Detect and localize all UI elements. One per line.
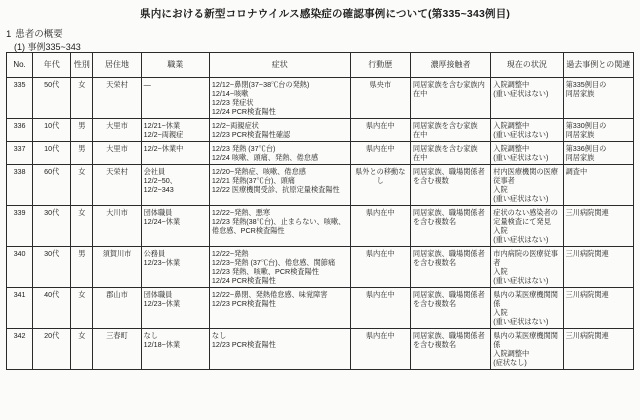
- cell-residence-line: 天栄村: [106, 167, 128, 176]
- cell-residence-line: 郡山市: [106, 290, 128, 299]
- cell-action-line: 県内在中: [365, 249, 395, 258]
- cell-no: [7, 119, 33, 142]
- cell-relation: [563, 142, 633, 165]
- cell-action: [350, 288, 410, 329]
- table-row: [7, 119, 634, 142]
- cell-sex: [71, 78, 93, 119]
- cell-contacts: [410, 165, 490, 206]
- cell-status: [491, 206, 563, 247]
- cell-no: [7, 78, 33, 119]
- cell-status-line: (重い症状はない): [493, 235, 549, 244]
- cell-residence: [93, 78, 141, 119]
- cell-symptoms: [209, 329, 350, 370]
- cell-action: [350, 78, 410, 119]
- cell-no: [7, 206, 33, 247]
- cell-job-line: 12/2~両親症: [143, 130, 184, 139]
- cell-contacts-line: 同居家族、職場関係者を含む複数名: [412, 208, 485, 226]
- cell-age-line: 50代: [44, 80, 60, 89]
- cell-contacts: [410, 329, 490, 370]
- cell-no: [7, 329, 33, 370]
- case-table-container: [6, 52, 634, 412]
- cell-sex: [71, 119, 93, 142]
- cell-symptoms-line: 12/23 PCR検査陽性: [211, 299, 276, 308]
- cell-age: [33, 288, 71, 329]
- col-header-no: No.: [7, 53, 33, 78]
- cell-relation: [563, 78, 633, 119]
- cell-symptoms: [209, 165, 350, 206]
- cell-residence: [93, 329, 141, 370]
- cell-status: [491, 78, 563, 119]
- cell-symptoms-line: 12/14~咳嗽: [211, 89, 249, 98]
- cell-action: [350, 329, 410, 370]
- cell-residence-line: 三春町: [106, 331, 128, 340]
- cell-contacts-line: 同居家族を含む家族: [412, 144, 478, 153]
- cell-symptoms: [209, 247, 350, 288]
- cell-status-line: 県内の某医療機関関係: [493, 331, 558, 349]
- cell-status-line: 入院調整中: [493, 349, 530, 358]
- cell-residence: [93, 165, 141, 206]
- cell-no-line: 341: [13, 290, 26, 299]
- cell-residence-line: 須賀川市: [102, 249, 132, 258]
- cell-contacts-line: 同居家族を含む家族内: [412, 80, 485, 89]
- cell-residence: [93, 119, 141, 142]
- cell-no: [7, 247, 33, 288]
- cell-status-line: 入院: [493, 185, 508, 194]
- cell-contacts-line: 同居家族を含む家族: [412, 121, 478, 130]
- table-row: [7, 142, 634, 165]
- cell-relation-line: 第335例目の: [565, 80, 607, 89]
- cell-symptoms-line: 12/23~発熱 (37℃台)、倦怠感、関節痛: [211, 258, 336, 267]
- cell-job-line: なし: [143, 331, 158, 340]
- cell-sex: [71, 288, 93, 329]
- cell-status-line: (重い症状はない): [493, 317, 549, 326]
- cell-action-line: 県内在中: [365, 208, 395, 217]
- cell-relation-line: 同居家族: [565, 89, 595, 98]
- cell-job: [141, 119, 209, 142]
- cell-residence-line: 大川市: [106, 208, 128, 217]
- cell-age: [33, 247, 71, 288]
- cell-job-line: 12/2~50、: [143, 176, 177, 185]
- cell-status-line: (重い症状はない): [493, 89, 549, 98]
- cell-age: [33, 165, 71, 206]
- cell-action-line: 県内在中: [365, 331, 395, 340]
- cell-status-line: 入院調整中: [493, 144, 530, 153]
- cell-action: [350, 247, 410, 288]
- cell-action-line: 県外との移動なし: [355, 167, 406, 185]
- cell-job-line: 団体職員: [143, 208, 173, 217]
- cell-job-line: 12/18~休業: [143, 340, 181, 349]
- cell-status: [491, 119, 563, 142]
- cell-sex-line: 女: [78, 167, 86, 176]
- cell-sex-line: 男: [78, 144, 86, 153]
- cell-job: [141, 288, 209, 329]
- cell-symptoms-line: 12/24 PCR検査陽性: [211, 276, 276, 285]
- cell-symptoms-line: 12/23 発熱(38℃台)、止まらない、咳嗽、倦怠感、PCR検査陽性: [211, 217, 346, 235]
- col-header-job: 職業: [141, 53, 209, 78]
- cell-contacts-line: 在中: [412, 153, 428, 162]
- table-row: [7, 165, 634, 206]
- cell-contacts-line: 同居家族、職場関係者を含む複数名: [412, 249, 485, 267]
- cell-no: [7, 142, 33, 165]
- cell-action-line: 県央市: [369, 80, 392, 89]
- cell-symptoms: [209, 119, 350, 142]
- cell-job: [141, 78, 209, 119]
- cell-job-line: 12/24~休業: [143, 217, 181, 226]
- cell-sex-line: 女: [78, 208, 86, 217]
- col-header-relation: 過去事例との関連: [563, 53, 633, 78]
- cell-status-line: (重い症状はない): [493, 276, 549, 285]
- cell-relation: [563, 206, 633, 247]
- cell-symptoms: [209, 288, 350, 329]
- cell-contacts-line: 在中: [412, 89, 428, 98]
- cell-action: [350, 142, 410, 165]
- cell-symptoms-line: 12/22~発熱、悪寒: [211, 208, 271, 217]
- cell-relation: [563, 329, 633, 370]
- cell-sex: [71, 247, 93, 288]
- section-1-heading: [6, 26, 63, 40]
- cell-job-line: 12/2~休業中: [143, 144, 184, 153]
- cell-job: [141, 165, 209, 206]
- cell-age-line: 40代: [44, 290, 60, 299]
- cell-job-line: 団体職員: [143, 290, 173, 299]
- cell-residence-line: 大里市: [106, 144, 128, 153]
- cell-status: [491, 165, 563, 206]
- col-header-contacts: 濃厚接触者: [410, 53, 490, 78]
- cell-symptoms-line: 12/21 発熱(37℃台)、頭痛: [211, 176, 296, 185]
- cell-relation-line: 調査中: [565, 167, 588, 176]
- cell-job: [141, 329, 209, 370]
- cell-sex-line: 女: [78, 331, 86, 340]
- cell-contacts-line: 在中: [412, 130, 428, 139]
- cell-residence: [93, 288, 141, 329]
- cell-action: [350, 119, 410, 142]
- cell-job-line: 公務員: [143, 249, 166, 258]
- cell-status-line: 県内の某医療機関関係: [493, 290, 558, 308]
- cell-job-line: 12/23~休業: [143, 299, 181, 308]
- cell-job: [141, 142, 209, 165]
- cell-action-line: 県内在中: [365, 144, 395, 153]
- cell-no: [7, 165, 33, 206]
- cell-age-line: 10代: [44, 121, 60, 130]
- cell-no-line: 335: [13, 80, 26, 89]
- cell-contacts: [410, 288, 490, 329]
- cell-status-line: 入院: [493, 226, 508, 235]
- cell-symptoms-line: 12/22 医療機関受診、抗原定量検査陽性: [211, 185, 340, 194]
- cell-residence: [93, 142, 141, 165]
- cell-contacts: [410, 247, 490, 288]
- col-header-age: 年代: [33, 53, 71, 78]
- cell-relation-line: 同居家族: [565, 153, 595, 162]
- cell-sex-line: 男: [78, 121, 86, 130]
- cell-symptoms-line: 12/23 PCR検査陽性: [211, 340, 276, 349]
- cell-action-line: 県内在中: [365, 121, 395, 130]
- col-header-symptoms: 症状: [209, 53, 350, 78]
- cell-age: [33, 78, 71, 119]
- cell-sex-line: 女: [78, 80, 86, 89]
- cell-status: [491, 247, 563, 288]
- cell-age-line: 60代: [44, 167, 60, 176]
- cell-age: [33, 142, 71, 165]
- cell-status-line: 入院調整中: [493, 121, 530, 130]
- cell-contacts-line: 同居家族、職場関係者を含む複数名: [412, 290, 485, 308]
- cell-symptoms-line: 12/23 発症状: [211, 98, 254, 107]
- cell-contacts: [410, 206, 490, 247]
- case-table-body: [7, 78, 634, 370]
- table-row: [7, 288, 634, 329]
- cell-status-line: 入院: [493, 308, 508, 317]
- cell-job: [141, 206, 209, 247]
- cell-action: [350, 165, 410, 206]
- cell-sex: [71, 206, 93, 247]
- cell-relation-line: 三川病院関連: [565, 290, 609, 299]
- cell-job-line: 12/23~休業: [143, 258, 181, 267]
- cell-residence-line: 大里市: [106, 121, 128, 130]
- cell-status: [491, 329, 563, 370]
- cell-status: [491, 142, 563, 165]
- table-row: [7, 78, 634, 119]
- cell-contacts: [410, 78, 490, 119]
- section-2-heading: (1) 事例335~343: [14, 42, 81, 52]
- cell-contacts-line: 同居家族、職場関係者を含む複数: [412, 167, 485, 185]
- document-title: 県内における新型コロナウイルス感染症の確認事例について(第335~343例目): [140, 8, 511, 20]
- cell-status-line: (症状なし): [493, 358, 527, 367]
- cell-age-line: 30代: [44, 208, 60, 217]
- cell-contacts: [410, 142, 490, 165]
- cell-residence-line: 天栄村: [106, 80, 128, 89]
- cell-residence: [93, 247, 141, 288]
- cell-no-line: 340: [13, 249, 26, 258]
- cell-symptoms: [209, 142, 350, 165]
- col-header-residence: 居住地: [93, 53, 141, 78]
- cell-relation-line: 三川病院関連: [565, 208, 609, 217]
- cell-symptoms-line: 12/22~発熱: [211, 249, 249, 258]
- cell-age-line: 10代: [44, 144, 60, 153]
- col-header-status: 現在の状況: [491, 53, 563, 78]
- cell-contacts: [410, 119, 490, 142]
- table-row: [7, 206, 634, 247]
- cell-symptoms-line: 12/20~発熱症、咳嗽、倦怠感: [211, 167, 306, 176]
- cell-relation: [563, 288, 633, 329]
- cell-action: [350, 206, 410, 247]
- cell-relation-line: 第336例目の: [565, 144, 607, 153]
- cell-sex: [71, 165, 93, 206]
- cell-status-line: (重い症状はない): [493, 130, 549, 139]
- cell-symptoms: [209, 78, 350, 119]
- cell-age: [33, 329, 71, 370]
- cell-no-line: 337: [13, 144, 26, 153]
- cell-symptoms-line: 12/2~両親症状: [211, 121, 259, 130]
- cell-job-line: 12/2~343: [143, 185, 174, 194]
- cell-symptoms-line: 12/23 発熱 (37℃台): [211, 144, 276, 153]
- cell-relation-line: 第330例目の: [565, 121, 607, 130]
- cell-symptoms-line: 12/12~鼻閉(37~38℃台の発熱): [211, 80, 310, 89]
- cell-relation: [563, 247, 633, 288]
- cell-no: [7, 288, 33, 329]
- cell-symptoms-line: 12/22~鼻閉、発熱倦怠感、味覚障害: [211, 290, 328, 299]
- cell-status-line: 村内医療機関の医療従事者: [493, 167, 558, 185]
- cell-sex-line: 女: [78, 290, 86, 299]
- cell-job-line: 12/21~休業: [143, 121, 181, 130]
- cell-action-line: 県内在中: [365, 290, 395, 299]
- cell-age: [33, 119, 71, 142]
- cell-symptoms: [209, 206, 350, 247]
- cell-status: [491, 288, 563, 329]
- cell-relation-line: 三川病院関連: [565, 249, 609, 258]
- cell-symptoms-line: 12/23 PCR検査陽性確認: [211, 130, 291, 139]
- cell-status-line: 入院: [493, 267, 508, 276]
- cell-status-line: 症状のない感染者の定量検査にて発見: [493, 208, 558, 226]
- cell-residence: [93, 206, 141, 247]
- cell-job: [141, 247, 209, 288]
- cell-status-line: (重い症状はない): [493, 194, 549, 203]
- cell-age: [33, 206, 71, 247]
- cell-no-line: 342: [13, 331, 26, 340]
- table-header-row: [7, 53, 634, 78]
- cell-status-line: 入院調整中: [493, 80, 530, 89]
- table-row: [7, 247, 634, 288]
- cell-no-line: 336: [13, 121, 26, 130]
- cell-age-line: 20代: [44, 331, 60, 340]
- cell-contacts-line: 同居家族、職場関係者を含む複数名: [412, 331, 485, 349]
- table-row: [7, 329, 634, 370]
- cell-job-line: ―: [143, 80, 151, 89]
- cell-age-line: 30代: [44, 249, 60, 258]
- cell-no-line: 338: [13, 167, 26, 176]
- col-header-action: 行動歴: [350, 53, 410, 78]
- cell-no-line: 339: [13, 208, 26, 217]
- cell-symptoms-line: なし: [211, 331, 227, 340]
- cell-relation-line: 三川病院関連: [565, 331, 609, 340]
- cell-symptoms-line: 12/23 発熱、咳嗽、PCR検査陽性: [211, 267, 319, 276]
- cell-sex-line: 男: [78, 249, 86, 258]
- cell-sex: [71, 329, 93, 370]
- cell-job-line: 会社員: [143, 167, 166, 176]
- section-1-number: 1: [6, 29, 12, 40]
- cell-relation: [563, 119, 633, 142]
- cell-relation: [563, 165, 633, 206]
- cell-relation-line: 同居家族: [565, 130, 595, 139]
- cell-sex: [71, 142, 93, 165]
- section-1-label: 患者の概要: [15, 29, 63, 40]
- col-header-sex: 性別: [71, 53, 93, 78]
- cell-symptoms-line: 12/24 PCR検査陽性: [211, 107, 276, 116]
- cell-status-line: 市内病院の医療従事者: [493, 249, 558, 267]
- case-table: [6, 52, 634, 370]
- cell-symptoms-line: 12/24 咳嗽、頭痛、発熱、倦怠感: [211, 153, 319, 162]
- cell-status-line: (重い症状はない): [493, 153, 549, 162]
